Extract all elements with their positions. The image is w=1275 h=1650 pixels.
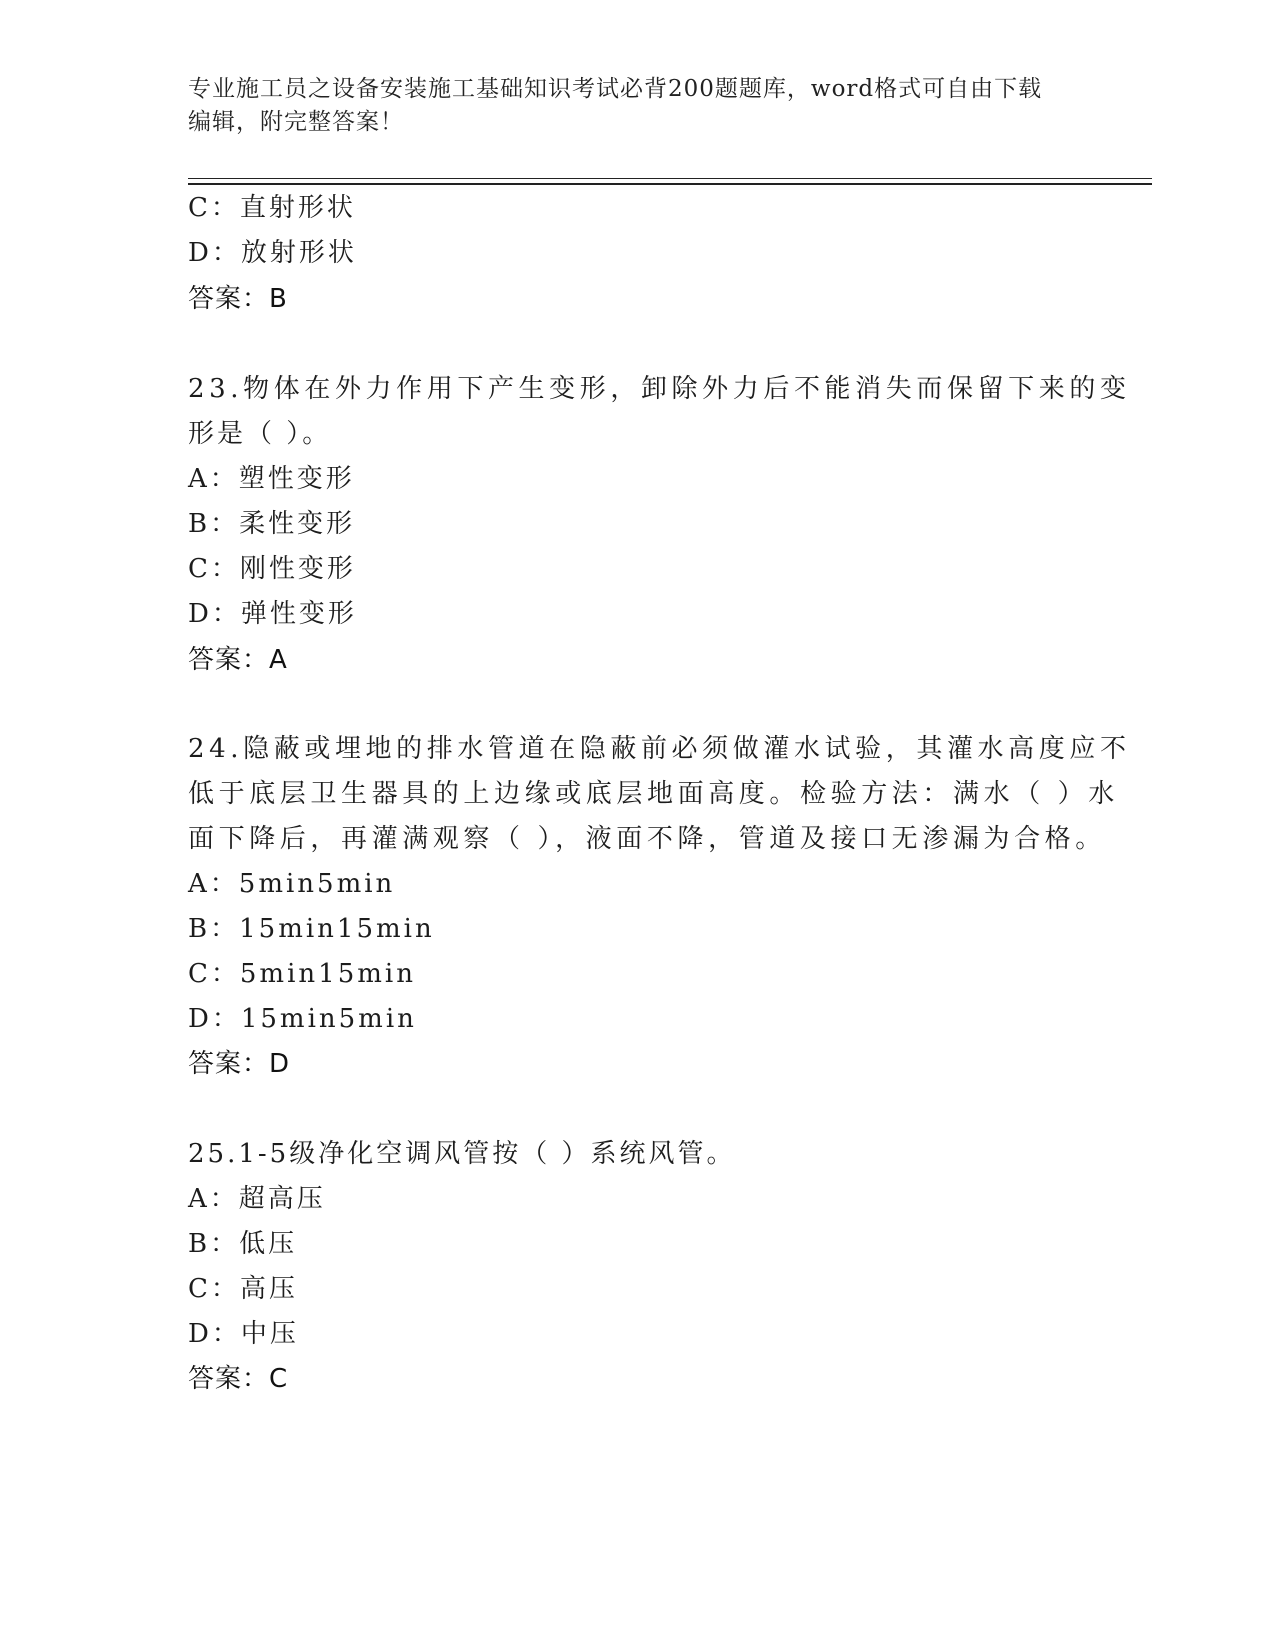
q24-option-c: C：5min15min [188,959,416,989]
document-header [188,73,1088,139]
q23-option-d: D：弹性变形 [188,599,357,629]
q24-option-b: B：15min15min [188,914,435,944]
q23-option-a: A：塑性变形 [188,464,355,494]
q25-option-c: C：高压 [188,1274,298,1304]
header-rule-thick [188,183,1152,185]
header-rule-thin [188,178,1152,179]
q24-stem-line-3: 面下降后，再灌满观察（ ），液面不降，管道及接口无渗漏为合格。 [188,824,1106,854]
header-title-line-2: 编辑，附完整答案！ [188,109,404,135]
q22-option-c: C：直射形状 [188,193,356,223]
q24-stem-line-1: 24.隐蔽或埋地的排水管道在隐蔽前必须做灌水试验，其灌水高度应不 [188,734,1131,764]
q24-option-d: D：15min5min [188,1004,417,1034]
q23-option-b: B：柔性变形 [188,509,356,539]
q24-answer: 答案：D [188,1049,291,1079]
q23-stem-line-1: 23.物体在外力作用下产生变形，卸除外力后不能消失而保留下来的变 [188,374,1131,404]
q25-option-b: B：低压 [188,1229,298,1259]
q24-option-a: A：5min5min [188,869,396,899]
q25-option-a: A：超高压 [188,1184,326,1214]
q25-stem-line-1: 25.1-5级净化空调风管按（ ）系统风管。 [188,1139,736,1169]
q23-stem-line-2: 形是（ ）。 [188,419,332,449]
q22-answer: 答案：B [188,284,288,314]
header-title-line-1: 专业施工员之设备安装施工基础知识考试必背200题题库，word格式可自由下载 [188,76,1043,102]
q24-stem-line-2: 低于底层卫生器具的上边缘或底层地面高度。检验方法：满水（ ）水 [188,779,1119,809]
q23-answer: 答案：A [188,645,288,675]
q22-option-d: D：放射形状 [188,238,357,268]
q25-option-d: D：中压 [188,1319,299,1349]
q23-option-c: C：刚性变形 [188,554,356,584]
q25-answer: 答案：C [188,1364,289,1394]
